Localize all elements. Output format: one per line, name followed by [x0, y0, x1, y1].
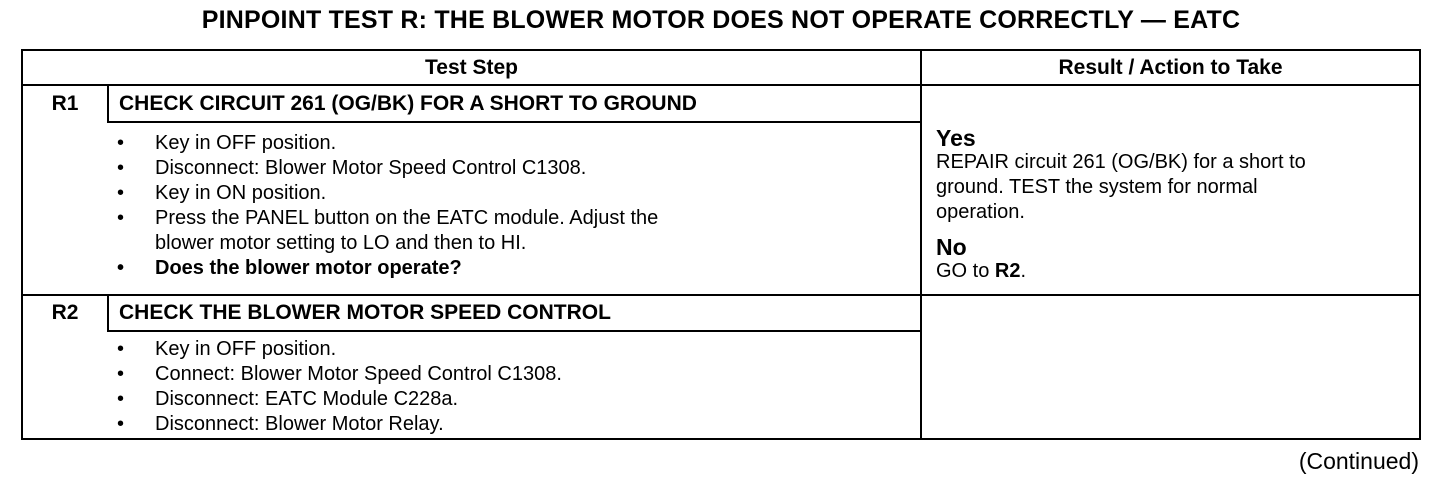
bullet-icon: • — [117, 363, 125, 385]
step-list-r2 — [115, 337, 562, 437]
bullet-icon: • — [117, 182, 125, 204]
pinpoint-test-table — [21, 49, 1421, 440]
column-divider — [920, 51, 922, 438]
bullet-icon: • — [117, 257, 125, 279]
list-item-question: • Does the blower motor operate? — [117, 257, 462, 279]
header-divider — [23, 84, 1419, 86]
yes-action-line: REPAIR circuit 261 (OG/BK) for a short to — [936, 151, 1306, 173]
list-item: • Key in ON position. — [117, 182, 327, 204]
list-item-continuation: blower motor setting to LO and then to HI. — [155, 232, 527, 254]
continued-note: (Continued) — [1298, 448, 1419, 474]
r1-title-underline — [107, 121, 920, 123]
list-item: • Disconnect: Blower Motor Speed Control C1308. — [117, 157, 587, 179]
list-item: • Key in OFF position. — [117, 132, 337, 154]
step-list-r1 — [115, 131, 658, 281]
bullet-icon: • — [117, 132, 125, 154]
r1-id-divider — [107, 84, 109, 121]
header-result: Result / Action to Take — [1058, 56, 1283, 79]
page-title: PINPOINT TEST R: THE BLOWER MOTOR DOES NOT OPERATE CORRECTLY — EATC — [201, 6, 1241, 34]
step-title-r2: CHECK THE BLOWER MOTOR SPEED CONTROL — [119, 301, 611, 324]
step-id-r2: R2 — [51, 301, 79, 324]
bullet-icon: • — [117, 338, 125, 360]
result-r1 — [936, 126, 1420, 284]
header-test-step: Test Step — [425, 56, 518, 79]
no-label: No — [936, 234, 967, 260]
list-item: • Press the PANEL button on the EATC module. Adjust the — [117, 207, 659, 229]
bullet-icon: • — [117, 157, 125, 179]
step-title-r1: CHECK CIRCUIT 261 (OG/BK) FOR A SHORT TO GROUND — [119, 92, 697, 115]
row-divider — [23, 294, 1419, 296]
goto-link-r2[interactable]: R2 — [994, 260, 1021, 282]
yes-action-line: ground. TEST the system for normal — [936, 176, 1258, 198]
yes-label: Yes — [936, 125, 976, 151]
list-item: • Disconnect: Blower Motor Relay. — [117, 413, 444, 435]
r2-title-underline — [107, 330, 920, 332]
yes-action-line: operation. — [936, 201, 1025, 223]
no-action: GO to R2. — [936, 260, 1027, 282]
bullet-icon: • — [117, 207, 125, 229]
r2-id-divider — [107, 294, 109, 331]
bullet-icon: • — [117, 388, 125, 410]
bullet-icon: • — [117, 413, 125, 435]
list-item: • Disconnect: EATC Module C228a. — [117, 388, 459, 410]
list-item: • Key in OFF position. — [117, 338, 337, 360]
list-item: • Connect: Blower Motor Speed Control C1308. — [117, 363, 562, 385]
step-id-r1: R1 — [51, 92, 79, 115]
